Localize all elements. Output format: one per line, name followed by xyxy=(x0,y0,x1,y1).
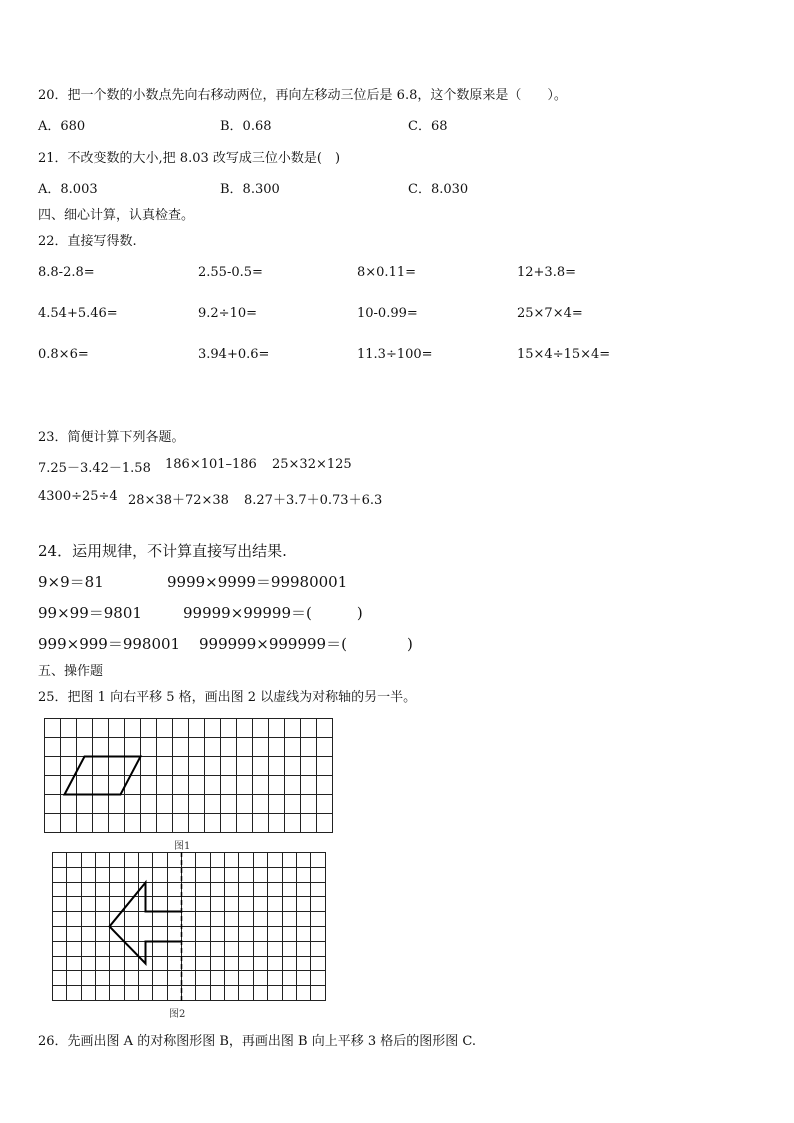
q22-cell: 10-0.99= xyxy=(357,306,418,321)
figure-2-grid xyxy=(52,852,330,1008)
half-arrow-shape xyxy=(110,883,182,964)
q22-cell: 3.94+0.6= xyxy=(198,347,270,362)
q23-text: 23．简便计算下列各题。 xyxy=(38,430,185,445)
q23-cell: 28×38＋72×38 xyxy=(128,493,229,508)
q22-cell: 9.2÷10= xyxy=(198,306,258,321)
q24-cell: 99999×99999＝( ) xyxy=(183,604,363,622)
figure-1-caption: 图1 xyxy=(174,841,191,852)
q22-cell: 2.55-0.5= xyxy=(198,265,263,280)
q23-cell: 8.27＋3.7＋0.73＋6.3 xyxy=(244,493,383,508)
q22-cell: 15×4÷15×4= xyxy=(517,347,611,362)
q23-cell: 25×32×125 xyxy=(272,457,352,472)
q22-cell: 8×0.11= xyxy=(357,265,417,280)
q22-text: 22．直接写得数. xyxy=(38,234,137,249)
q21-option-b: B．8.300 xyxy=(220,182,280,197)
q25-text: 25．把图 1 向右平移 5 格，画出图 2 以虚线为对称轴的另一半。 xyxy=(38,690,417,705)
section-5-heading: 五、操作题 xyxy=(38,664,104,679)
q22-cell: 4.54+5.46= xyxy=(38,306,118,321)
figure-1-grid xyxy=(44,718,336,840)
q23-cell: 4300÷25÷4 xyxy=(38,489,118,504)
q24-cell: 999×999＝998001 xyxy=(38,635,181,653)
q20-option-b: B．0.68 xyxy=(220,119,272,134)
q20-option-a: A．680 xyxy=(38,119,86,134)
q22-cell: 11.3÷100= xyxy=(357,347,433,362)
q20-text: 20．把一个数的小数点先向右移动两位，再向左移动三位后是 6.8，这个数原来是（ ）。 xyxy=(38,88,567,103)
figure-2-caption: 图2 xyxy=(169,1009,186,1020)
q24-cell: 9×9＝81 xyxy=(38,573,104,591)
q26-text: 26．先画出图 A 的对称图形图 B，再画出图 B 向上平移 3 格后的图形图 C. xyxy=(38,1034,476,1049)
q20-option-c: C．68 xyxy=(408,119,448,134)
q22-cell: 25×7×4= xyxy=(517,306,583,321)
q24-text: 24．运用规律，不计算直接写出结果. xyxy=(38,542,287,560)
q24-cell: 99×99＝9801 xyxy=(38,604,142,622)
q23-cell: 186×101–186 xyxy=(165,457,257,472)
q21-option-c: C．8.030 xyxy=(408,182,469,197)
q24-cell: 9999×9999＝99980001 xyxy=(167,573,348,591)
q23-cell: 7.25－3.42－1.58 xyxy=(38,461,151,476)
q21-text: 21．不改变数的大小,把 8.03 改写成三位小数是( ) xyxy=(38,151,341,166)
q22-cell: 0.8×6= xyxy=(38,347,89,362)
q22-cell: 8.8-2.8= xyxy=(38,265,95,280)
q21-option-a: A．8.003 xyxy=(38,182,98,197)
section-4-heading: 四、细心计算，认真检查。 xyxy=(38,208,195,223)
q24-cell: 999999×999999＝( ) xyxy=(199,635,413,653)
q22-cell: 12+3.8= xyxy=(517,265,577,280)
